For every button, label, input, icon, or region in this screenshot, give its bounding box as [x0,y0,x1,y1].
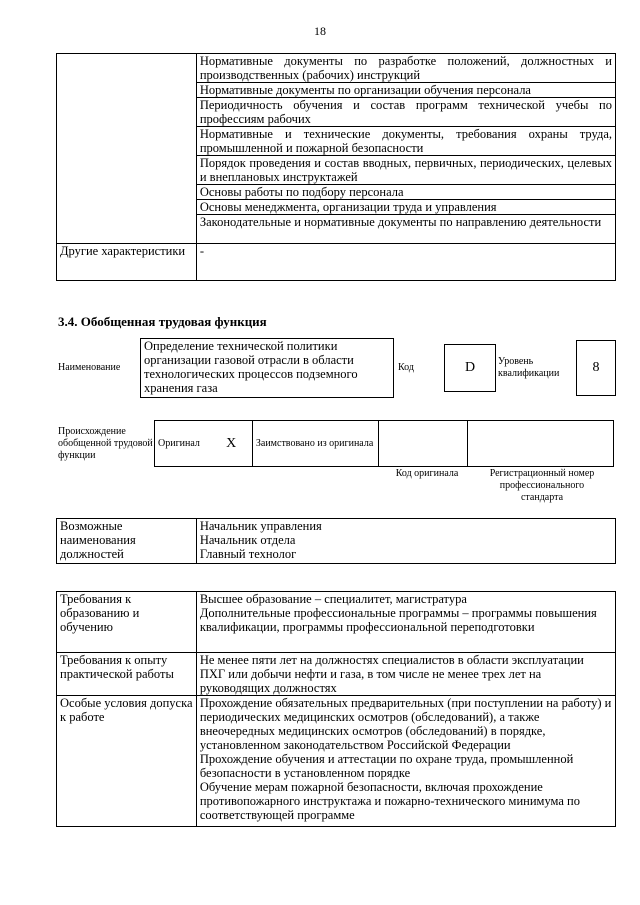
experience-label: Требования к опыту практической работы [57,653,197,696]
requirement-line: Прохождение обязательных предварительных (при поступлении на работу) и периодических медицинских осмотров (обследований), а также внеочередных медицинских осмотров (обследований) в порядке, установленном законодательством Российской Федерации [199,696,612,752]
requirements-table [56,591,616,827]
position-item: Главный технолог [199,547,297,561]
function-name-box: Определение технической политики организации газовой отрасли в области технологических процессов подземного хранения газа [140,338,394,398]
position-item: Начальник отдела [199,533,296,547]
requirement-line: Дополнительные профессиональные программы – программы повышения квалификации, программы профессиональной переподготовки [199,606,597,634]
knowledge-item: Нормативные документы по организации обучения персонала [196,83,615,98]
experience-value [196,653,615,696]
special-conditions-label: Особые условия допуска к работе [57,696,197,827]
code-original-caption: Код оригинала [395,468,459,479]
other-characteristics-value: - [196,244,615,281]
knowledge-item: Основы менеджмента, организации труда и управления [196,200,615,215]
positions-table [56,518,616,564]
knowledge-item: Нормативные документы по разработке положений, должностных и производственных (рабочих) инструкций [196,54,615,83]
knowledge-item: Периодичность обучения и состав программ технической учебы по профессиям рабочих [196,98,615,127]
education-value [196,592,615,653]
page-number: 18 [314,24,326,38]
knowledge-item: Законодательные и нормативные документы по направлению деятельности [196,215,615,244]
code-label: Код [398,362,414,373]
knowledge-item: Основы работы по подбору персонала [196,185,615,200]
level-value-box: 8 [576,340,616,396]
position-item: Начальник управления [199,519,322,533]
knowledge-table [56,53,616,281]
origin-label: Происхождение обобщенной трудовой функции [58,426,153,461]
knowledge-item: Нормативные и технические документы, требования охраны труда, промышленной и пожарной безопасности [196,127,615,156]
original-label: Оригинал [155,421,211,467]
reg-number-caption: Регистрационный номер профессионального стандарта [489,468,595,503]
positions-label: Возможные наименования должностей [57,519,197,564]
origin-table [154,420,614,467]
level-label: Уровень квалификации [498,356,560,379]
requirement-line: Обучение мерам пожарной безопасности, включая прохождение противопожарного инструктажа и пожарно-технического минимума по соответствующей программе [199,780,580,822]
other-characteristics-label: Другие характеристики [57,244,197,281]
positions-list [196,519,615,564]
education-label: Требования к образованию и обучению [57,592,197,653]
borrowed-label: Заимствовано из оригинала [252,421,378,467]
special-conditions-value [196,696,615,827]
requirement-line: Прохождение обучения и аттестации по охране труда, промышленной безопасности в установленном порядке [199,752,574,780]
requirement-line: Высшее образование – специалитет, магистратура [199,592,467,606]
reg-number-cell [468,421,614,467]
code-original-cell [378,421,468,467]
original-mark: X [210,421,252,467]
name-label: Наименование [58,362,121,373]
section-heading: 3.4. Обобщенная трудовая функция [58,314,267,329]
knowledge-item: Порядок проведения и состав вводных, первичных, периодических, целевых и внеплановых инструктажей [196,156,615,185]
knowledge-label-cell [57,54,197,244]
requirement-line: Не менее пяти лет на должностях специалистов в области эксплуатации ПХГ или добычи нефти и газа, в том числе не менее трех лет на руководящих должностях [199,653,584,695]
code-value-box: D [444,344,496,392]
